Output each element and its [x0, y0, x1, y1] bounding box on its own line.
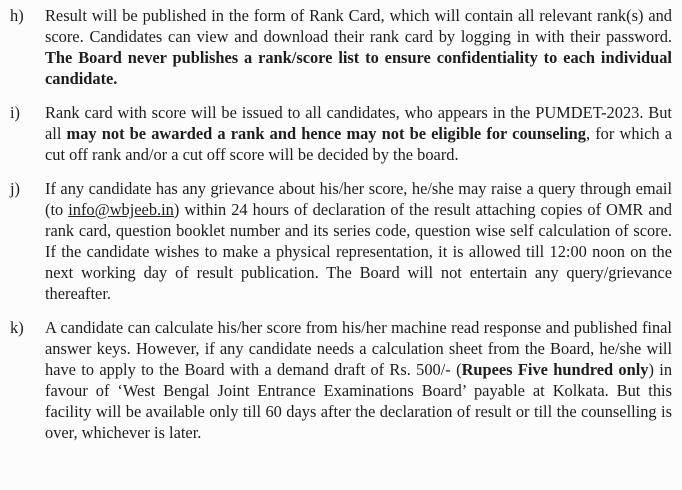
body-text: ) within 24 hours of declaration of the result attaching copies of OMR and rank card, question booklet number and its series code, question wise self calculation of score. If the candidate wishes to make a physical representation, it is allowed till 12:00 noon on the next working day of result publication. The Board will not entertain any query/grievance thereafter. [45, 200, 672, 303]
body-text: ) in favour of ‘West Bengal Joint Entrance Examinations Board’ payable at Kolkata. But this facility will be available only till 60 days after the declaration of result or till the counselling is over, whichever is later. [45, 360, 673, 442]
list-item-i [10, 102, 672, 165]
instructions-list [10, 5, 672, 443]
bold-text: may not be awarded a rank and hence may not be eligible for counseling [66, 124, 586, 143]
item-label: i) [10, 103, 21, 122]
item-paragraph [45, 317, 672, 443]
list-item-k [10, 317, 672, 443]
item-paragraph [45, 5, 672, 89]
item-paragraph [45, 102, 672, 165]
email-link[interactable]: info@wbjeeb.in [68, 200, 174, 219]
body-text: If any candidate has any grievance about his/her score, he/she may raise a query through email (to [45, 179, 672, 219]
item-label: k) [10, 318, 24, 337]
bold-text: Rupees Five hundred only [461, 360, 649, 379]
body-text: , for which a cut off rank and/or a cut off score will be decided by the board. [45, 124, 672, 164]
body-text: A candidate can calculate his/her score from his/her machine read response and published final answer keys. However, if any candidate needs a calculation sheet from the Board, he/she will have to apply to the Board with a demand draft of Rs. 500/- ( [45, 318, 672, 379]
item-label: h) [10, 6, 24, 25]
item-paragraph [45, 178, 672, 304]
bold-text: The Board never publishes a rank/score list to ensure confidentiality to each individual candidate. [45, 48, 672, 88]
list-item-j [10, 178, 672, 304]
item-label: j) [10, 179, 21, 198]
list-item-h [10, 5, 672, 89]
body-text: Result will be published in the form of Rank Card, which will contain all relevant rank(s) and score. Candidates can view and download their rank card by logging in with their password. [45, 6, 672, 46]
body-text: Rank card with score will be issued to all candidates, who appears in the PUMDET-2023. But all [45, 103, 672, 143]
